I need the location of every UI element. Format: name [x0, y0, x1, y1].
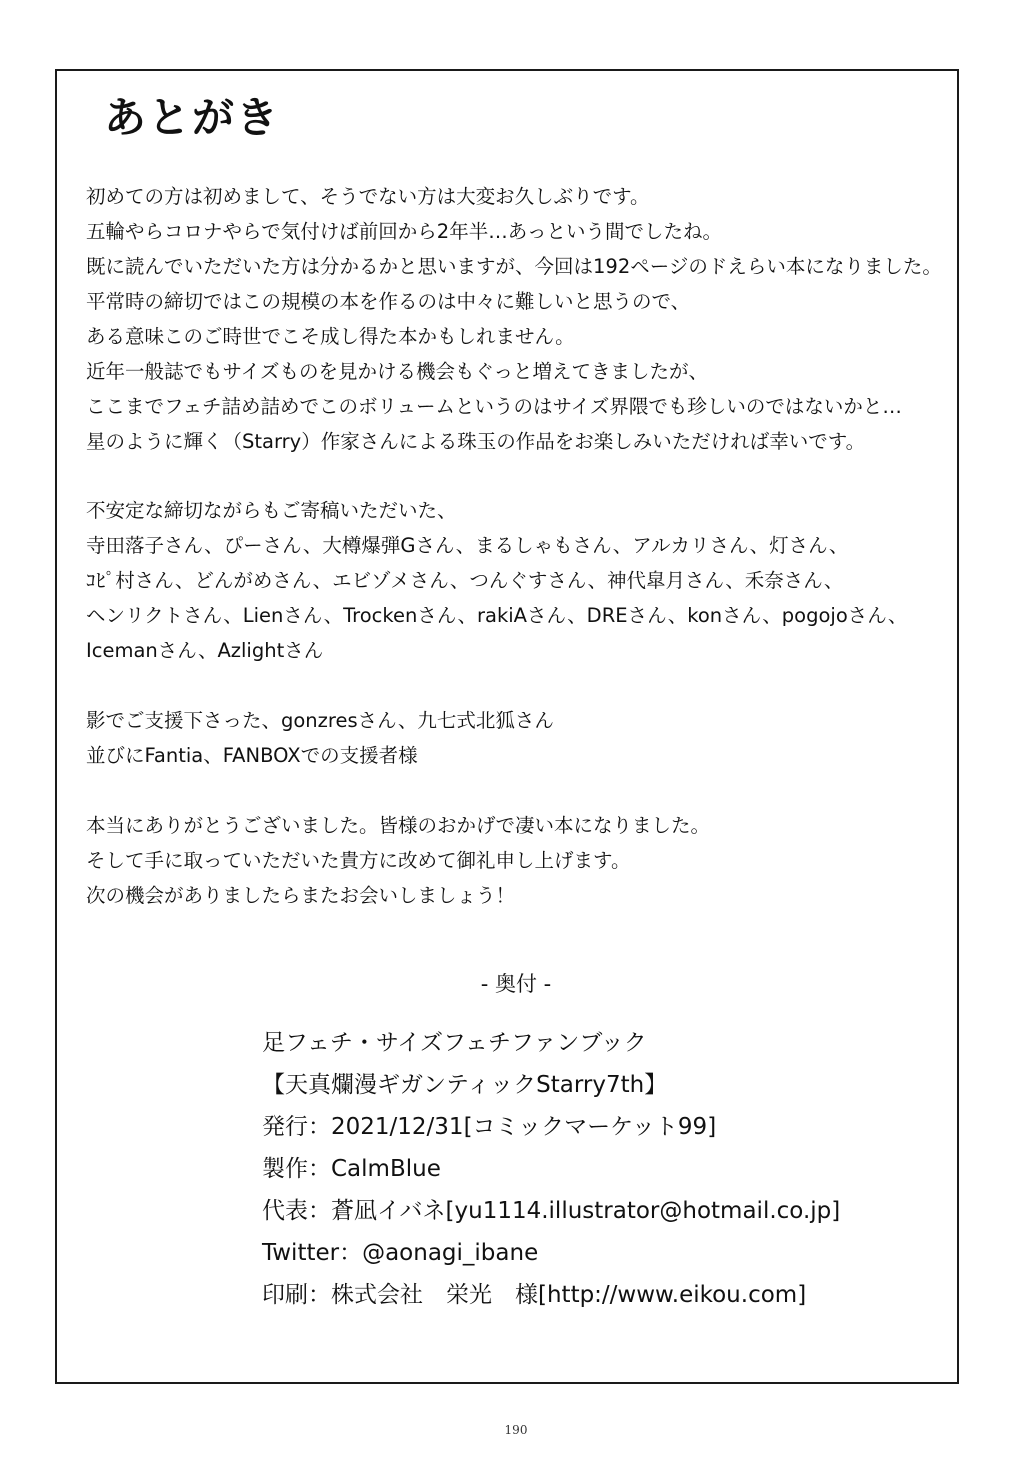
text-line: そして手に取っていただいた貴方に改めて御礼申し上げます。: [86, 849, 631, 872]
text-line: ある意味このご時世でこそ成し得た本かもしれません。: [86, 325, 575, 348]
text-line: 平常時の締切ではこの規模の本を作るのは中々に難しいと思うので、: [86, 290, 691, 313]
colophon-line: 【天真爛漫ギガンティックStarry7th】: [262, 1072, 668, 1098]
text-line: 既に読んでいただいた方は分かるかと思いますが、今回は192ページのドえらい本になりました。: [86, 255, 942, 278]
colophon-line: 製作：CalmBlue: [262, 1156, 441, 1182]
page-number: 190: [504, 1423, 528, 1437]
text-line: 不安定な締切ながらもご寄稿いただいた、: [86, 499, 457, 522]
colophon-line: 足フェチ・サイズフェチファンブック: [262, 1030, 647, 1056]
colophon: [262, 1022, 840, 1316]
closing-paragraph: [86, 808, 710, 913]
text-line: 本当にありがとうございました。皆様のおかげで凄い本になりました。: [86, 814, 711, 837]
text-line: ヘンリクトさん、Lienさん、Trockenさん、rakiAさん、DREさん、konさん、pogojoさん、: [86, 604, 908, 627]
supporters-paragraph: [86, 703, 554, 773]
text-line: 初めての方は初めまして、そうでない方は大変お久しぶりです。: [86, 185, 650, 208]
text-line: 五輪やらコロナやらで気付けば前回から2年半…あっという間でしたね。: [86, 220, 723, 243]
text-line: 近年一般誌でもサイズものを見かける機会もぐっと増えてきましたが、: [86, 360, 709, 383]
text-line: 星のように輝く（Starry）作家さんによる珠玉の作品をお楽しみいただければ幸いです。: [86, 430, 866, 453]
text-line: 次の機会がありましたらまたお会いしましょう！: [86, 884, 516, 907]
intro-paragraph: [86, 179, 942, 459]
contributors-paragraph: [86, 493, 907, 668]
colophon-line: 代表：蒼凪イバネ[yu1114.illustrator@hotmail.co.jp]: [262, 1198, 841, 1224]
text-line: ｺﾋﾟ村さん、どんがめさん、エビゾメさん、つんぐすさん、神代皐月さん、禾奈さん、: [86, 569, 844, 592]
colophon-line: Twitter：@aonagi_ibane: [262, 1240, 539, 1266]
text-line: 影でご支援下さった、gonzresさん、九七式北狐さん: [86, 709, 554, 732]
colophon-title: - 奥付 -: [480, 972, 552, 996]
colophon-line: 印刷：株式会社 栄光 様[http://www.eikou.com]: [262, 1282, 807, 1308]
text-line: 寺田落子さん、ぴーさん、大樽爆弾Gさん、まるしゃもさん、アルカリさん、灯さん、: [86, 534, 849, 557]
text-line: Icemanさん、Azlightさん: [86, 639, 324, 662]
colophon-line: 発行：2021/12/31[コミックマーケット99]: [262, 1114, 717, 1140]
text-line: ここまでフェチ詰め詰めでこのボリュームというのはサイズ界隈でも珍しいのではないかと…: [86, 395, 902, 418]
page-title: あとがき: [104, 93, 281, 142]
text-line: 並びにFantia、FANBOXでの支援者様: [86, 744, 418, 767]
